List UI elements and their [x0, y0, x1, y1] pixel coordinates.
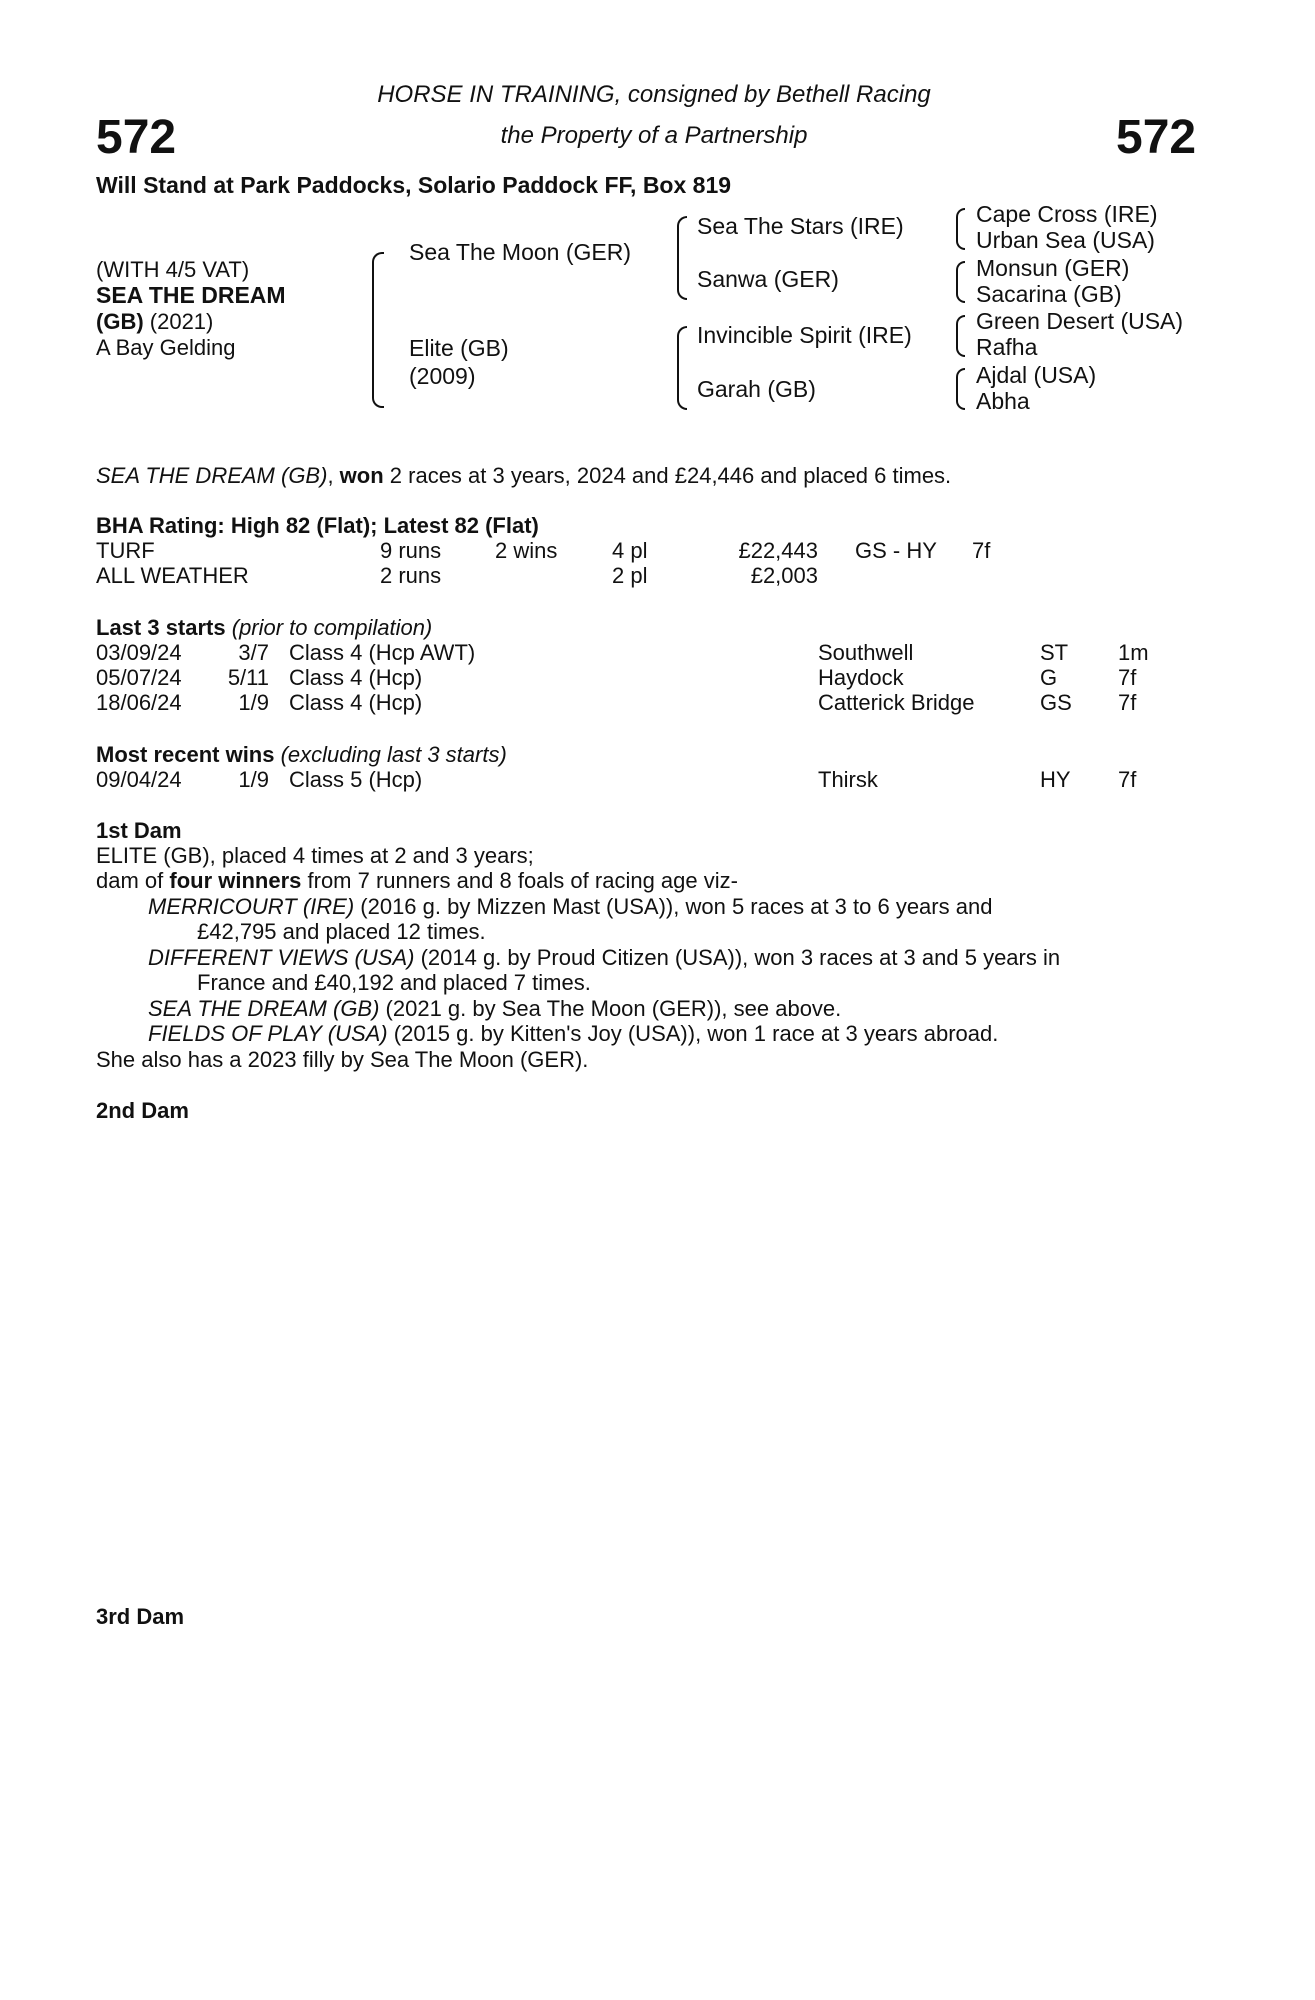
pedigree-dam-sire: Invincible Spirit (IRE) [697, 322, 912, 348]
dam1-entry-sea-the-dream [148, 996, 841, 1022]
pedigree-sire-dam: Sanwa (GER) [697, 266, 839, 292]
pedigree-sire: Sea The Moon (GER) [409, 239, 632, 265]
summary-name: SEA THE DREAM (GB) [96, 463, 328, 488]
last3-race: Class 4 (Hcp) [289, 665, 423, 690]
pedigree-dam: Elite (GB) [409, 335, 509, 361]
summary-won: won [339, 463, 384, 488]
rating-prize: £2,003 [750, 563, 818, 588]
rating-prize: £22,443 [738, 538, 818, 563]
last3-going: ST [1040, 640, 1069, 665]
last3-heading [96, 615, 432, 641]
dam1-e4b: (2015 g. by Kitten's Joy (USA)), won 1 race at 3 years abroad. [387, 1021, 999, 1046]
dam1-entry-merricourt [148, 894, 992, 920]
last3-course: Haydock [818, 665, 904, 690]
pedigree-g-abha: Abha [976, 388, 1030, 414]
dam2-title: 2nd Dam [96, 1098, 189, 1123]
stand-location: Will Stand at Park Paddocks, Solario Paddock FF, Box 819 [96, 172, 732, 198]
pedigree-brace-g4 [956, 368, 965, 410]
dam1-title: 1st Dam [96, 818, 182, 843]
dam1-e4a: FIELDS OF PLAY (USA) [148, 1021, 388, 1046]
recent-date: 09/04/24 [96, 767, 182, 792]
dam1-e2b: (2014 g. by Proud Citizen (USA)), won 3 races at 3 and 5 years in [414, 945, 1061, 970]
dam3-title: 3rd Dam [96, 1604, 185, 1629]
last3-position: 1/9 [238, 690, 269, 715]
lot-number-right: 572 [1116, 111, 1197, 164]
pedigree-sire-sire: Sea The Stars (IRE) [697, 213, 904, 239]
last3-course: Catterick Bridge [818, 690, 975, 715]
dam1-entry-merricourt-cont: £42,795 and placed 12 times. [197, 919, 486, 944]
race-summary: SEA THE DREAM (GB), won 2 races at 3 years, 2024 and £24,446 and placed 6 times. [96, 463, 952, 488]
horse-origin-year [96, 309, 213, 335]
last3-position: 3/7 [238, 640, 269, 665]
last3-race: Class 4 (Hcp AWT) [289, 640, 476, 665]
last3-going: GS [1040, 690, 1072, 715]
dam1-entry-fields-of-play [148, 1021, 998, 1047]
dam1-l2c: from 7 runners and 8 foals of racing age viz- [301, 868, 738, 893]
rating-going: GS - HY [855, 538, 937, 563]
last3-race: Class 4 (Hcp) [289, 690, 423, 715]
rating-placed: 2 pl [612, 563, 648, 588]
recent-title: Most recent wins [96, 742, 275, 767]
dam1-line2 [96, 868, 738, 894]
lot-number-left: 572 [96, 111, 177, 164]
dam1-l2a: dam of [96, 868, 170, 893]
recent-heading [96, 742, 507, 768]
horse-origin: (GB) [96, 309, 144, 334]
pedigree-dam-dam: Garah (GB) [697, 376, 816, 402]
pedigree-brace-sire [677, 216, 687, 300]
dam1-filly-note: She also has a 2023 filly by Sea The Moon (GER). [96, 1047, 589, 1072]
last3-distance: 1m [1118, 640, 1149, 665]
rating-placed: 4 pl [612, 538, 648, 563]
pedigree-brace-main [372, 252, 384, 408]
dam1-entry-different-views [148, 945, 1060, 971]
recent-race: Class 5 (Hcp) [289, 767, 423, 792]
recent-note: (excluding last 3 starts) [274, 742, 507, 767]
vat-note: (WITH 4/5 VAT) [96, 257, 250, 282]
pedigree-g-ajdal: Ajdal (USA) [976, 362, 1097, 388]
dam1-e1b: (2016 g. by Mizzen Mast (USA)), won 5 races at 3 to 6 years and [354, 894, 993, 919]
dam1-line1: ELITE (GB), placed 4 times at 2 and 3 years; [96, 843, 534, 868]
rating-wins: 2 wins [495, 538, 558, 563]
horse-description: A Bay Gelding [96, 335, 236, 360]
recent-distance: 7f [1118, 767, 1137, 792]
header-property: the Property of a Partnership [500, 122, 808, 149]
last3-note: (prior to compilation) [225, 615, 433, 640]
summary-rest: 2 races at 3 years, 2024 and £24,446 and placed 6 times. [383, 463, 952, 488]
pedigree-g-sacarina: Sacarina (GB) [976, 281, 1122, 307]
last3-title: Last 3 starts [96, 615, 226, 640]
recent-position: 1/9 [238, 767, 269, 792]
pedigree-g-urban-sea: Urban Sea (USA) [976, 227, 1155, 253]
pedigree-g-cape-cross: Cape Cross (IRE) [976, 201, 1158, 227]
last3-date: 03/09/24 [96, 640, 182, 665]
pedigree-brace-g2 [956, 261, 965, 303]
last3-position: 5/11 [227, 665, 269, 690]
horse-name: SEA THE DREAM [96, 282, 286, 308]
header-consignor: HORSE IN TRAINING, consigned by Bethell Racing [377, 81, 931, 108]
rating-distance: 7f [972, 538, 991, 563]
rating-runs: 2 runs [380, 563, 442, 588]
last3-going: G [1040, 665, 1058, 690]
dam1-entry-different-views-cont: France and £40,192 and placed 7 times. [197, 970, 591, 995]
dam1-e3a: SEA THE DREAM (GB) [148, 996, 380, 1021]
recent-course: Thirsk [818, 767, 878, 792]
last3-distance: 7f [1118, 665, 1137, 690]
pedigree-brace-dam [677, 326, 687, 410]
last3-date: 18/06/24 [96, 690, 182, 715]
pedigree-dam-year: (2009) [409, 363, 476, 389]
recent-going: HY [1040, 767, 1071, 792]
rating-runs: 9 runs [380, 538, 442, 563]
horse-year: (2021) [143, 309, 214, 334]
last3-date: 05/07/24 [96, 665, 182, 690]
pedigree-g-green-desert: Green Desert (USA) [976, 308, 1184, 334]
rating-surface: ALL WEATHER [96, 563, 249, 588]
last3-distance: 7f [1118, 690, 1137, 715]
bha-rating-title: BHA Rating: High 82 (Flat); Latest 82 (Flat) [96, 513, 539, 538]
pedigree-g-monsun: Monsun (GER) [976, 255, 1130, 281]
rating-surface: TURF [96, 538, 155, 563]
dam1-e1a: MERRICOURT (IRE) [148, 894, 355, 919]
dam1-e3b: (2021 g. by Sea The Moon (GER)), see above. [379, 996, 842, 1021]
pedigree-g-rafha: Rafha [976, 334, 1038, 360]
last3-course: Southwell [818, 640, 914, 665]
pedigree-brace-g3 [956, 315, 965, 357]
pedigree-brace-g1 [956, 208, 965, 250]
dam1-e2a: DIFFERENT VIEWS (USA) [148, 945, 415, 970]
dam1-l2b: four winners [169, 868, 302, 893]
